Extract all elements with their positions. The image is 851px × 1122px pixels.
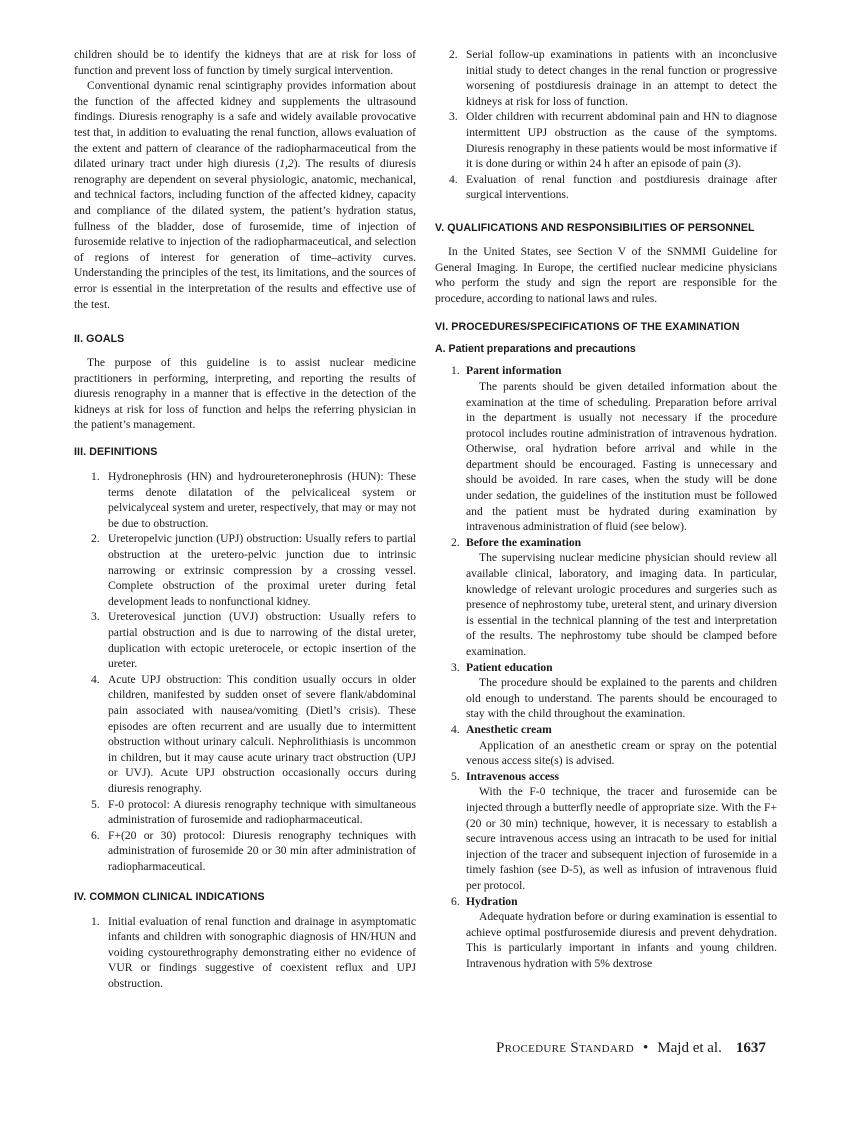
reference-citation: 3	[728, 157, 735, 171]
background-paragraph	[74, 78, 416, 312]
item-title: Intravenous access	[466, 769, 560, 783]
preparation-list	[435, 363, 777, 971]
qualifications-paragraph: In the United States, see Section V of the SNMMI Guideline for General Imaging. In Europe, the certified nuclear medicine physicians who perform the study and sign the report are responsible for the procedure, according to national laws and rules.	[435, 244, 777, 305]
right-column	[435, 47, 777, 971]
item-title: Hydration	[466, 894, 518, 908]
list-item: 2. Before the examination The supervising nuclear medicine physician should review all available clinical, laboratory, and imaging data. In particular, knowledge of relevant urologic procedures and surgeries such as presence of nephrostomy tube, ureteral stent, and urinary diversion is essential in the technical planning of the test and interpretation of the results. The nephrostomy tube should be clamped before examination.	[451, 535, 777, 658]
page-footer	[496, 1040, 766, 1057]
indications-heading: IV. COMMON CLINICAL INDICATIONS	[74, 890, 265, 903]
definitions-list	[74, 469, 416, 874]
list-item: 4. Acute UPJ obstruction: This condition usually occurs in older children, manifested by sudden onset of severe flank/abdominal pain associated with nausea/vomiting (Dietl’s crisis). These episodes are often recurrent and are usually due to intermittent obstruction without urinary calculi. Nephrolithiasis is uncommon in children, but it may cause acute urinary tract obstruction (UPJ or UVJ). Acute UPJ obstruction occasionally occurs during diuresis renography.	[91, 672, 416, 795]
list-item: 1. Initial evaluation of renal function and drainage in asymptomatic infants and children with sonographic diagnosis of HN/HUN and voiding cystourethrography demonstrating either no evidence of VUR or findings suggestive of coexistent reflux and UPJ obstruction.	[91, 914, 416, 990]
page-number: 1637	[735, 1040, 766, 1056]
background-text-a: Conventional dynamic renal scintigraphy provides information about the function of the affected kidney and supplements the ultrasound findings. Diuresis renography is a safe and widely available provocative test that, in addition to evaluating the renal function, allows evaluation of the extent and pattern of clearance of the radiopharmaceutical from the dilated urinary tract under high diuresis (	[74, 79, 416, 171]
goals-paragraph: The purpose of this guideline is to assist nuclear medicine practitioners in performing, interpreting, and reporting the results of diuresis renography in a manner that is effective in the detection of the kidneys at risk for loss of function and helps the referring physician in the patient’s management.	[74, 356, 416, 432]
intro-paragraph: children should be to identify the kidneys that are at risk for loss of function and prevent loss of function by timely surgical intervention.	[74, 48, 416, 77]
list-item: 4. Evaluation of renal function and postdiuresis drainage after surgical interventions.	[449, 172, 777, 202]
patient-preparation-heading: A. Patient preparations and precautions	[435, 343, 636, 356]
indications-list	[74, 914, 416, 992]
background-text-b: ). The results of diuresis renography are dependent on several physiologic, anatomic, mechanical, and technical factors, including function of the affected kidney, capacity and compliance of the dilated system, the patient’s hydration status, fullness of the bladder, dose of furosemide, time of injection of furosemide relative to injection of the radiopharmaceutical, and selection of regions of interest for generation of time–activity curves. Understanding the principles of the test, its limitations, and the sources of error is essential in the interpretation of the results and effective use of the test.	[74, 157, 416, 311]
separator-bullet: •	[643, 1040, 649, 1056]
indications-list-continued	[435, 47, 777, 203]
list-item: 5. F-0 protocol: A diuresis renography technique with simultaneous administration of furosemide and radiopharmaceutical.	[91, 797, 416, 827]
footer-authors: Majd et al.	[657, 1040, 722, 1056]
item-title: Parent information	[466, 364, 562, 378]
list-item: 5. Intravenous access With the F-0 technique, the tracer and furosemide can be injected through a butterfly needle of appropriate size. With the F+(20 or 30 min) technique, however, it is necessary to establish a secure intravenous access using an intracath to be used for initial injection of the tracer and subsequent injection of furosemide in a timely fashion (see D-5), as well as infusion of intravenous fluid per protocol.	[451, 769, 777, 892]
journal-section-label: Procedure Standard	[496, 1040, 635, 1056]
procedures-heading: VI. PROCEDURES/SPECIFICATIONS OF THE EXAMINATION	[435, 321, 740, 334]
item-title: Anesthetic cream	[466, 722, 552, 736]
item-title: Before the examination	[466, 535, 582, 549]
reference-citation: 1,2	[279, 157, 294, 171]
list-item: 2. Ureteropelvic junction (UPJ) obstruction: Usually refers to partial obstruction at the uretero-pelvic junction due to intrinsic narrowing or extrinsic compression by a crossing vessel. Complete obstruction of the proximal ureter during fetal development leads to nonfunctional kidney.	[91, 532, 416, 608]
list-item: 3. Ureterovesical junction (UVJ) obstruction: Usually refers to partial obstruction and is due to narrowing of the distal ureter, duplication with ectopic ureterocele, or ectopic insertion of the ureter.	[91, 610, 416, 671]
left-column	[74, 47, 416, 991]
list-item: 4. Anesthetic cream Application of an anesthetic cream or spray on the potential venous access site(s) is advised.	[451, 722, 777, 768]
list-item: 3. Older children with recurrent abdominal pain and HN to diagnose intermittent UPJ obstruction as the cause of the symptoms. Diuresis renography in these patients would be most informative if it is done during or within 24 h after an episode of pain (3).	[449, 110, 777, 171]
definitions-heading: III. DEFINITIONS	[74, 446, 158, 459]
list-item: 2. Serial follow-up examinations in patients with an inconclusive initial study to detect changes in the renal function or progressive worsening of postdiuresis drainage in an attempt to detect the kidneys at risk for loss of function.	[449, 48, 777, 108]
list-item: 1. Hydronephrosis (HN) and hydroureteronephrosis (HUN): These terms denote dilatation of the pelvicaliceal system or pelvicalyceal system and ureter, respectively, that may or may not be due to obstruction.	[91, 470, 416, 530]
list-item: 3. Patient education The procedure should be explained to the parents and children old enough to understand. The parents should be encouraged to stay with the child throughout the examination.	[451, 660, 777, 721]
goals-heading: II. GOALS	[74, 333, 125, 346]
list-item: 1. Parent information The parents should be given detailed information about the examination at the time of scheduling. Preparation before arrival in the department is usually not necessary if the procedure protocol includes routine administration of intravenous hydration. Otherwise, oral hydration before arrival and while in the department should be encouraged. Fasting is unnecessary and should be avoided. In rare cases, when the study will be done under sedation, the guidelines of the institution must be followed and the patient must be hydrated during examination by intravenous administration of fluid (see below).	[451, 364, 777, 534]
list-item: 6. Hydration Adequate hydration before or during examination is essential to achieve optimal postfurosemide diuresis and prevent dehydration. This is particularly important in infants and young children. Intravenous hydration with 5% dextrose	[451, 894, 777, 970]
list-item: 6. F+(20 or 30) protocol: Diuresis renography techniques with administration of furosemide 20 or 30 min after administration of radiopharmaceutical.	[91, 828, 416, 873]
item-title: Patient education	[466, 660, 553, 674]
qualifications-heading: V. QUALIFICATIONS AND RESPONSIBILITIES OF PERSONNEL	[435, 221, 755, 234]
